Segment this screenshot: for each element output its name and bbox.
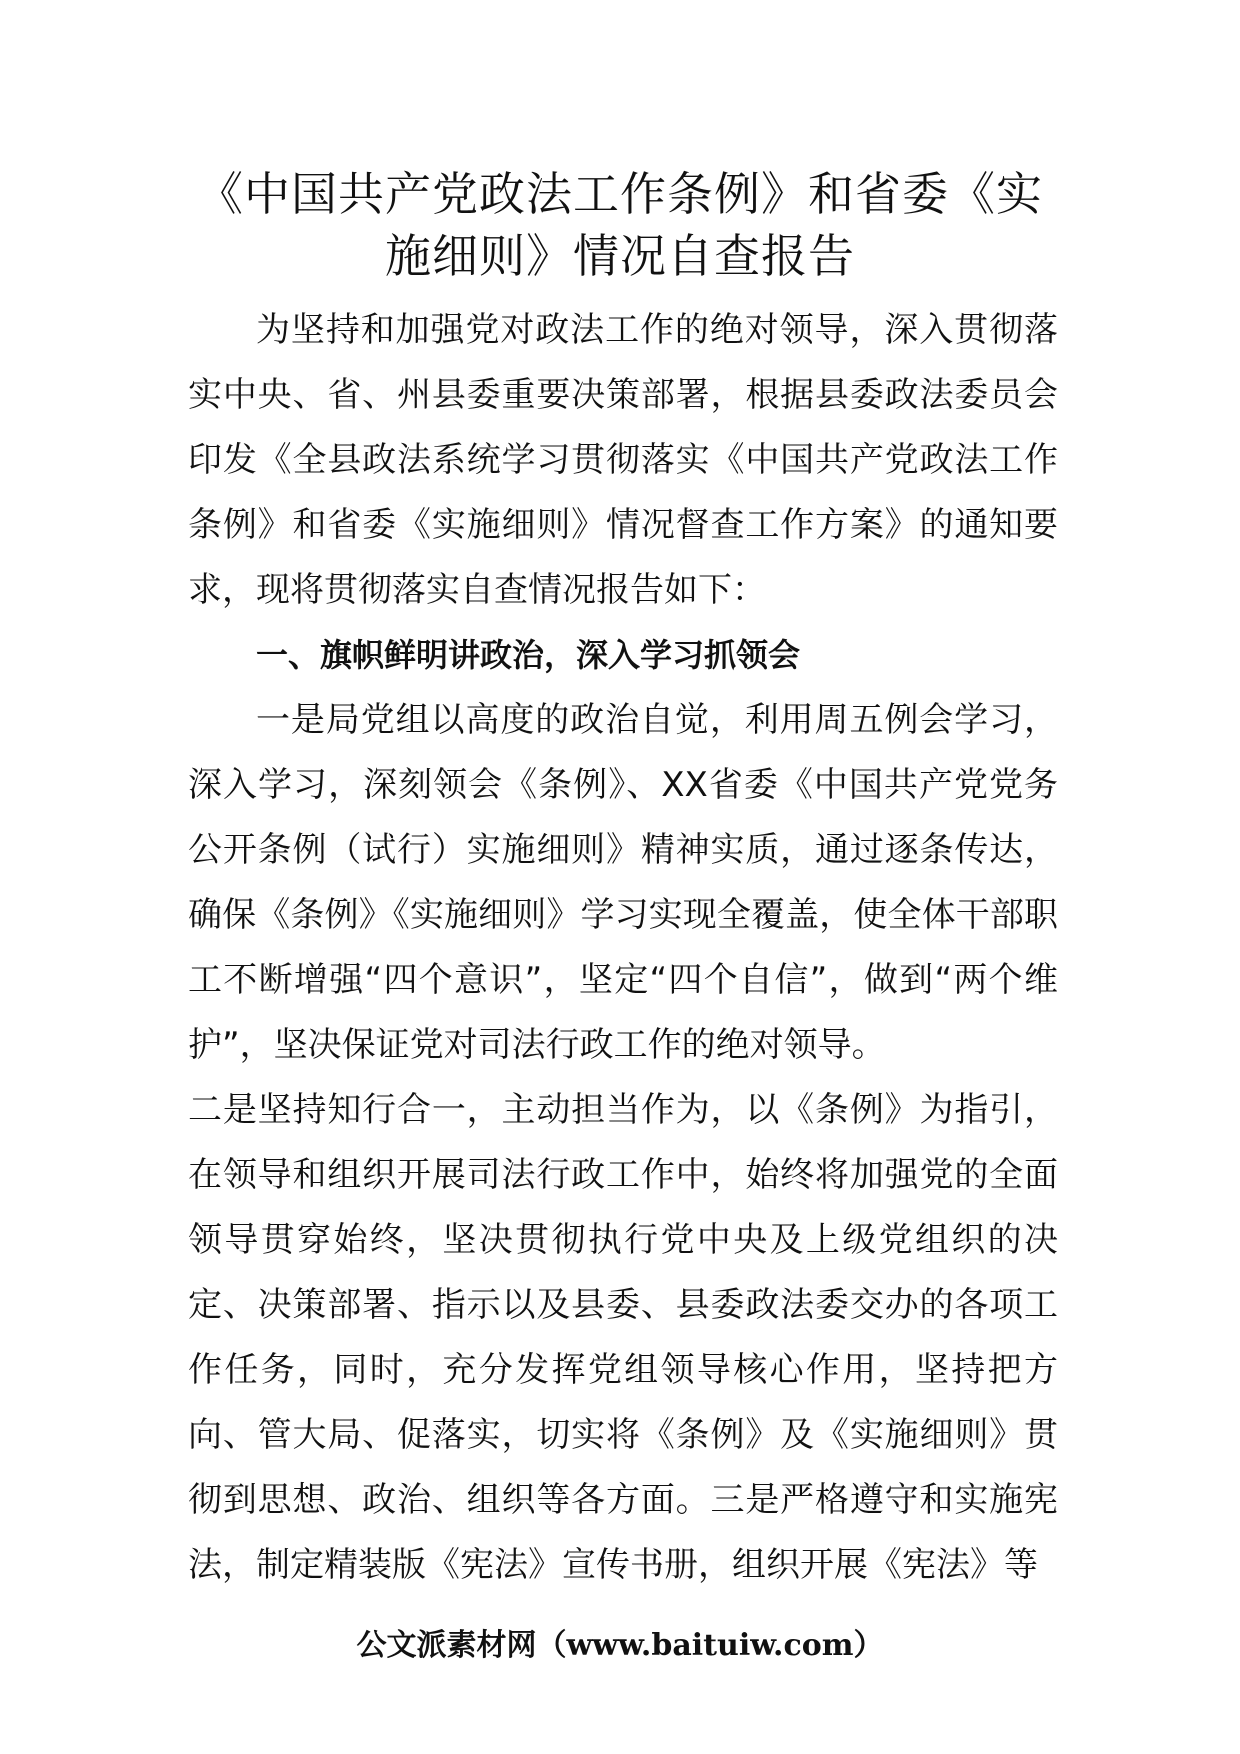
body-paragraph: 一是局党组以高度的政治自觉，利用周五例会学习，深入学习，深刻领会《条例》、XX省委《中国共产党党务公开条例（试行）实施细则》精神实质，通过逐条传达，确保《条例》《实施细则》学习实现全覆盖，使全体干部职工不断增强“四个意识”，坚定“四个自信”，做到“两个维护”，坚决保证党对司法行政工作的绝对领导。 (188, 700, 1058, 1065)
document-body (188, 298, 1058, 1598)
body-paragraph: 二是坚持知行合一，主动担当作为，以《条例》为指引，在领导和组织开展司法行政工作中，始终将加强党的全面领导贯穿始终，坚决贯彻执行党中央及上级党组织的决定、决策部署、指示以及县委、县委政法委交办的各项工作任务，同时，充分发挥党组领导核心作用，坚持把方向、管大局、促落实，切实将《条例》及《实施细则》贯彻到思想、政治、组织等各方面。三是严格遵守和实施宪法，制定精装版《宪法》宣传书册，组织开展《宪法》等 (188, 1090, 1058, 1585)
title-line-1: 《中国共产党政法工作条例》和省委《实 (197, 167, 1043, 221)
document-title (150, 163, 1090, 287)
footer-watermark: 公文派素材网（www.baituiw.com） (356, 1628, 884, 1663)
title-line-2: 施细则》情况自查报告 (385, 229, 855, 283)
section-heading: 一、旗帜鲜明讲政治，深入学习抓领会 (256, 636, 801, 674)
intro-paragraph: 为坚持和加强党对政法工作的绝对领导，深入贯彻落实中央、省、州县委重要决策部署，根据县委政法委员会印发《全县政法系统学习贯彻落实《中国共产党政法工作条例》和省委《实施细则》情况督查工作方案》的通知要求，现将贯彻落实自查情况报告如下： (188, 310, 1058, 610)
